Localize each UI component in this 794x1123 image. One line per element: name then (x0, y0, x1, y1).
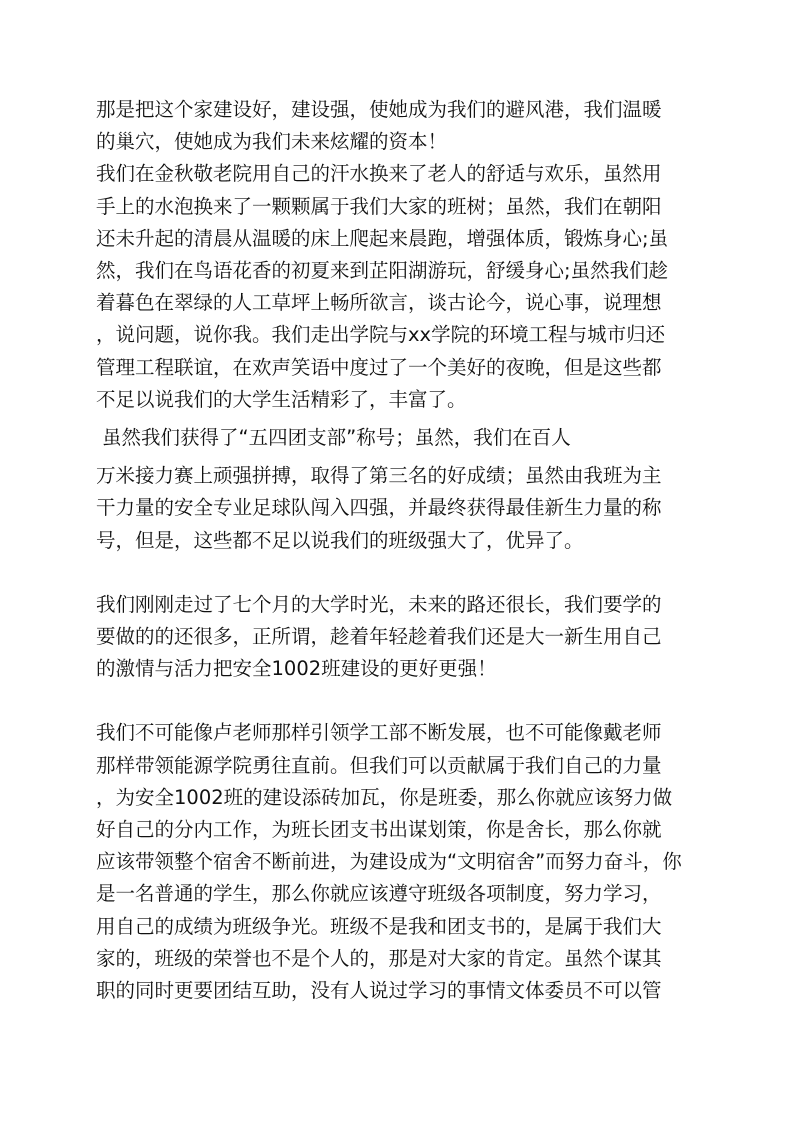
text-line: 虽然我们获得了“五四团支部”称号；虽然，我们在百人 (102, 426, 571, 450)
text-line: 我们在金秋敬老院用自己的汗水换来了老人的舒适与欢乐，虽然用 (96, 162, 662, 186)
text-line: 职的同时更要团结互助，没有人说过学习的事情文体委员不可以管 (96, 979, 662, 1003)
text-line: 那样带领能源学院勇往直前。但我们可以贡献属于我们自己的力量 (96, 753, 662, 777)
paragraph-spacer (96, 685, 696, 717)
text-line: ，说问题，说你我。我们走出学院与xx学院的环境工程与城市归还 (96, 323, 666, 347)
text-line: 管理工程联谊，在欢声笑语中度过了一个美好的夜晚，但是这些都 (96, 355, 662, 379)
text-line: 那是把这个家建设好，建设强，使她成为我们的避风港，我们温暖 (96, 98, 662, 121)
text-line: 应该带领整个宿舍不断前进，为建设成为“文明宿舍”而努力奋斗，你 (96, 850, 682, 874)
text-line: 不足以说我们的大学生活精彩了，丰富了。 (96, 387, 467, 411)
text-line: 好自己的分内工作，为班长团支书出谋划策，你是舍长，那么你就 (96, 818, 662, 842)
text-line: 号，但是，这些都不足以说我们的班级强大了，优异了。 (96, 528, 584, 552)
paragraph-5 (96, 717, 696, 1007)
text-line: 然，我们在鸟语花香的初夏来到芷阳湖游玩，舒缓身心;虽然我们趁 (96, 259, 669, 283)
text-line: 要做的的还很多，正所谓，趁着年轻趁着我们还是大一新生用自己 (96, 625, 662, 649)
text-line: 着暮色在翠绿的人工草坪上畅所欲言，谈古论今，说心事，说理想 (96, 291, 662, 315)
text-line: 的激情与活力把安全1002班建设的更好更强！ (96, 657, 497, 681)
paragraph-3 (96, 460, 696, 557)
text-line: 家的，班级的荣誉也不是个人的，那是对大家的肯定。虽然个谋其 (96, 946, 662, 970)
text-line: 我们不可能像卢老师那样引领学工部不断发展，也不可能像戴老师 (96, 721, 662, 745)
paragraph-1 (96, 94, 696, 416)
document-page (96, 94, 696, 1007)
text-line: 是一名普通的学生，那么你就应该遵守班级各项制度，努力学习， (96, 882, 662, 906)
text-line: 万米接力赛上顽强拼搏，取得了第三名的好成绩；虽然由我班为主 (96, 464, 662, 488)
text-line: 手上的水泡换来了一颗颗属于我们大家的班树；虽然，我们在朝阳 (96, 194, 662, 218)
text-line: 我们刚刚走过了七个月的大学时光，未来的路还很长，我们要学的 (96, 592, 662, 616)
paragraph-4 (96, 589, 696, 686)
text-line: ，为安全1002班的建设添砖加瓦，你是班委，那么你就应该努力做 (96, 785, 673, 809)
paragraph-spacer (96, 557, 696, 589)
text-line: 还未升起的清晨从温暖的床上爬起来晨跑，增强体质，锻炼身心;虽 (96, 226, 669, 250)
text-line: 干力量的安全专业足球队闯入四强，并最终获得最佳新生力量的称 (96, 496, 662, 520)
text-line: 用自己的成绩为班级争光。班级不是我和团支书的，是属于我们大 (96, 914, 662, 938)
paragraph-2 (96, 422, 696, 454)
text-line: 的巢穴，使她成为我们未来炫耀的资本！ (96, 130, 448, 154)
